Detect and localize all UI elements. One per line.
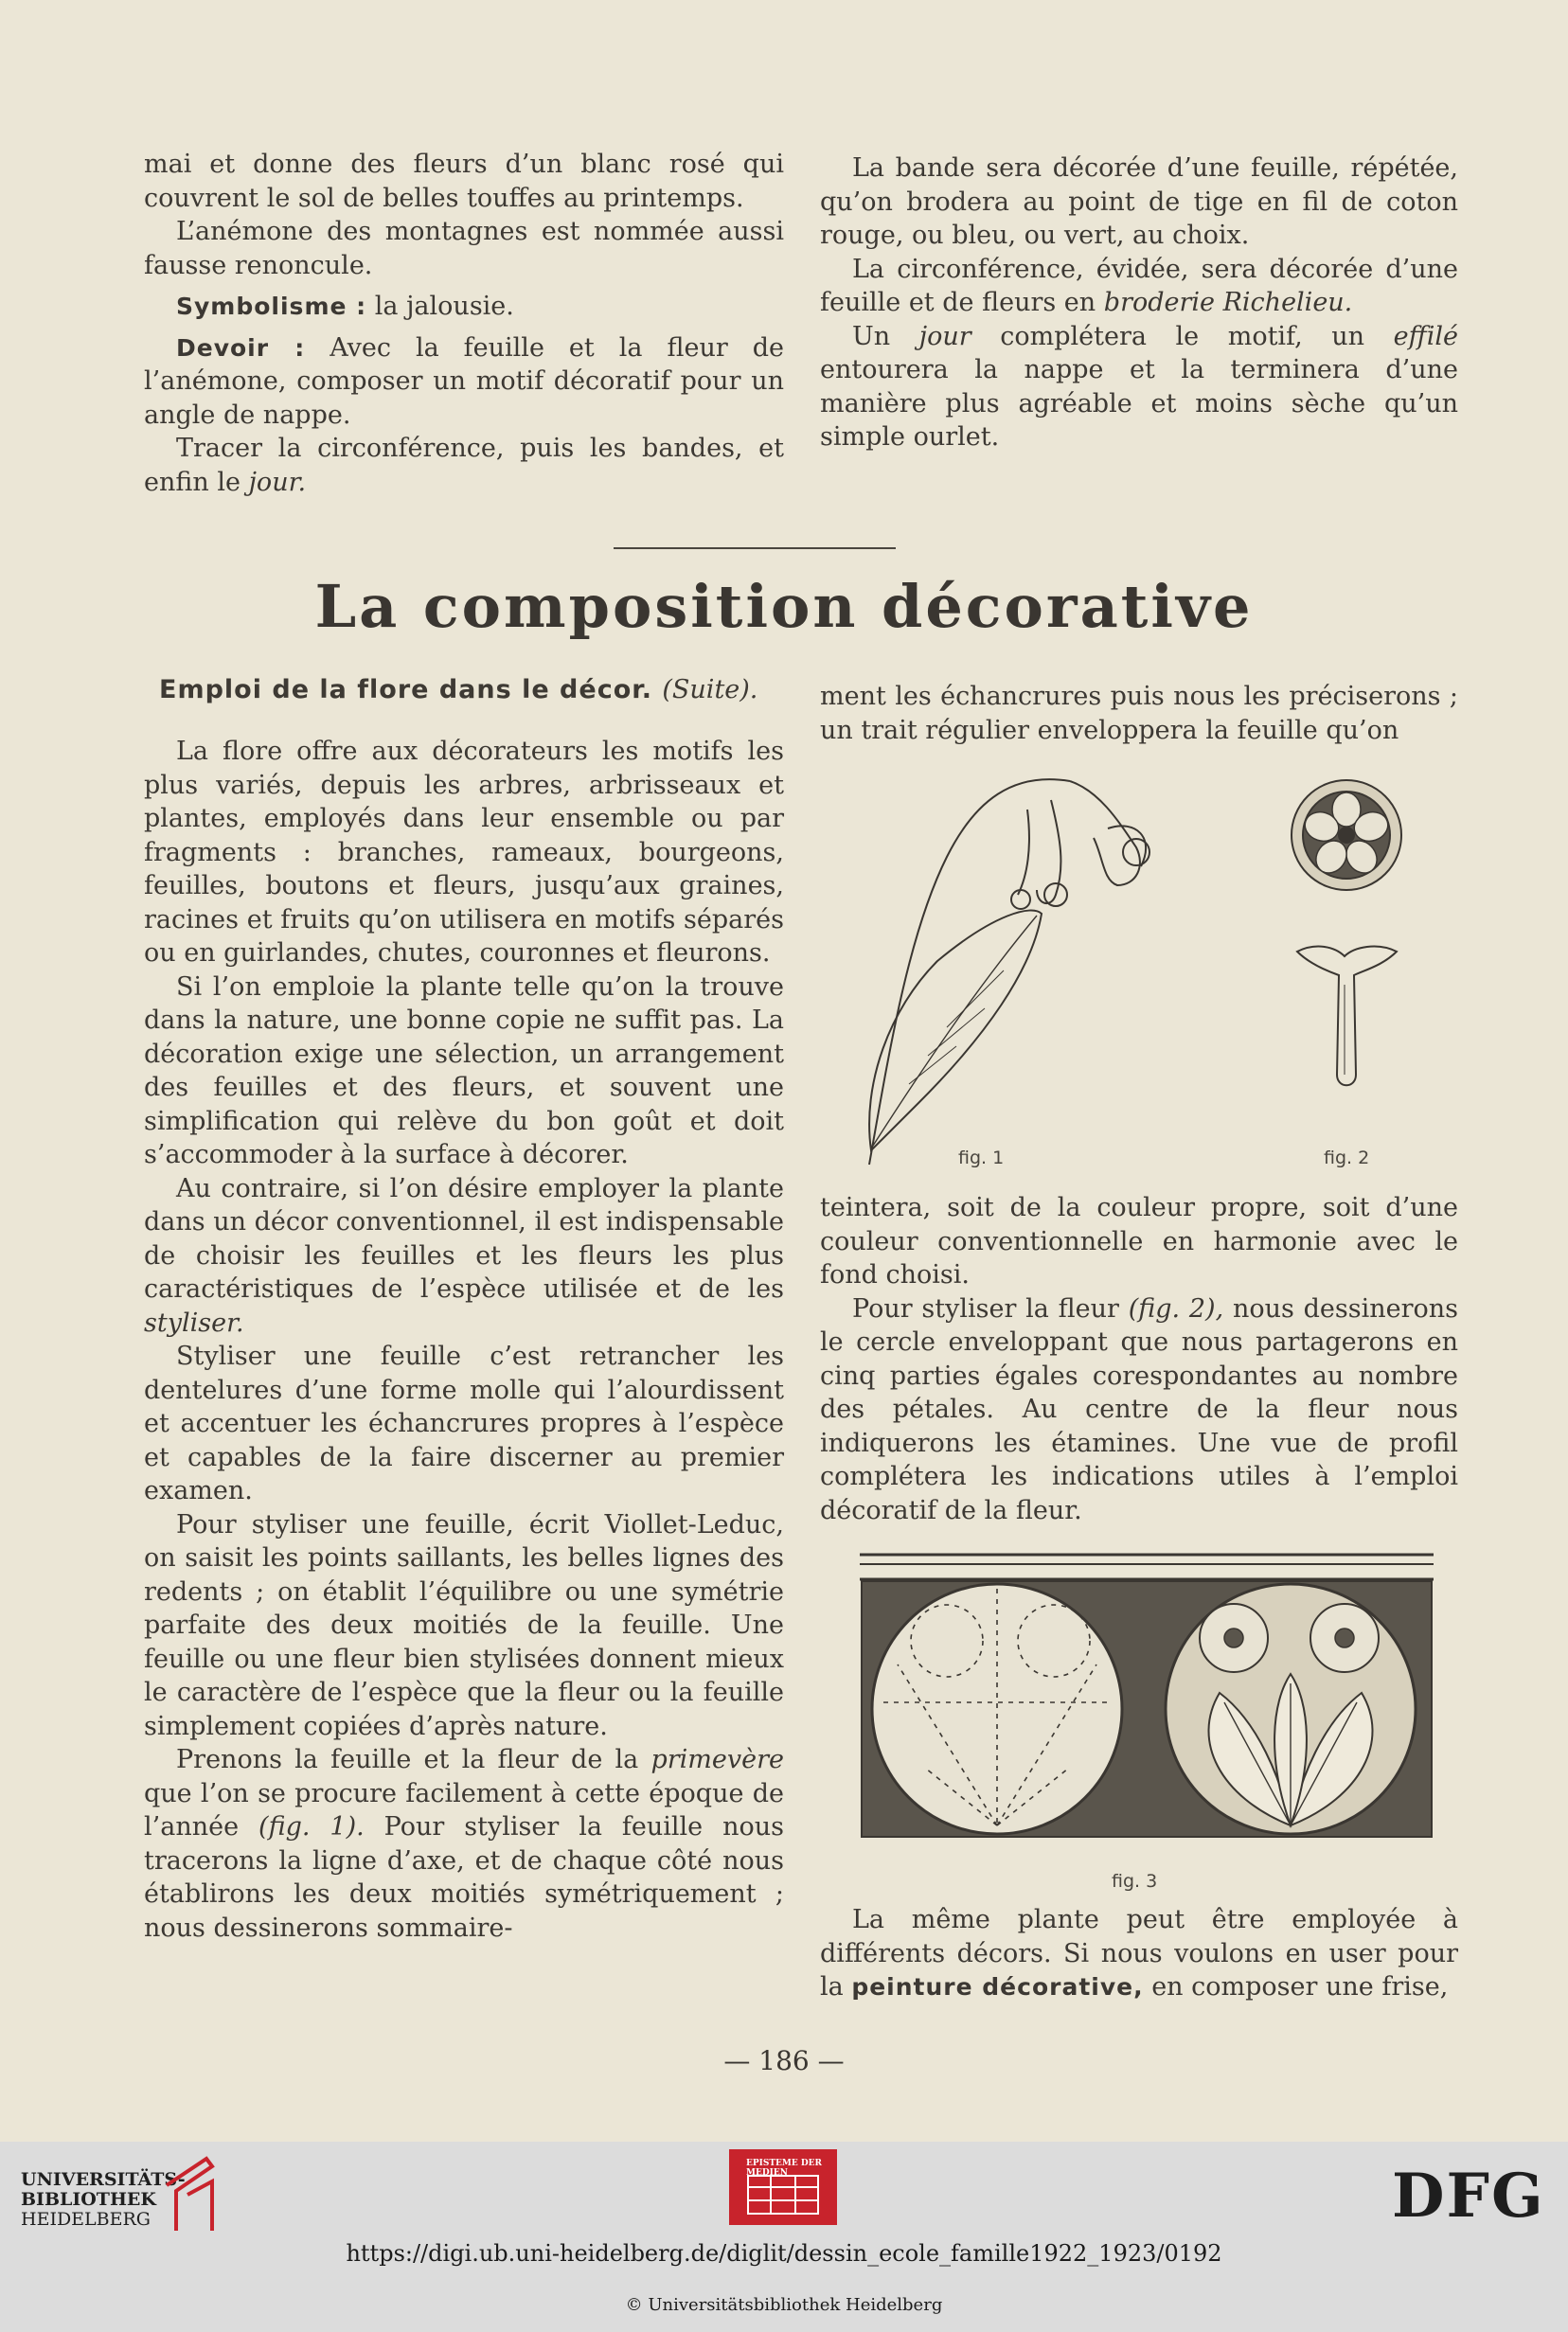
copyright-notice: © Universitätsbibliothek Heidelberg (625, 2295, 943, 2315)
main-right-column-bottom (820, 1903, 1458, 2004)
paragraph: Styliser une feuille c’est retrancher les dentelures d’une forme molle qui l’alourdissent et accentuer les échancrures propres à l’espèce et capables de la faire discerner au premier examen. (144, 1342, 784, 1505)
library-name-line: BIBLIOTHEK (21, 2189, 156, 2210)
symbolisme-text: la jalousie. (374, 292, 514, 321)
symbolisme-label: Symbolisme : (176, 293, 367, 320)
episteme-pattern-icon (746, 2174, 820, 2216)
primrose-figure-illustration (852, 762, 1430, 1174)
text-segment: nous dessinerons le cercle enveloppant que nous partagerons en cinq parties égales corespondantes au nombre des pétales. Au centre de la fleur nous indiquerons les étamines. Une vue de profil complétera les indications utiles à l’emploi décoratif de la fleur. (820, 1293, 1459, 1525)
devoir-paragraph (144, 331, 784, 433)
paragraph (144, 1172, 784, 1341)
text-segment: Au contraire, si l’on désire employer la plante dans un décor conventionnel, il est indispensable de choisir les feuilles et les fleurs les plus caractéristiques de l’espèce utilisée et de les (144, 1173, 784, 1304)
paragraph: L’anémone des montagnes est nommée aussi fausse renoncule. (144, 217, 784, 280)
text-segment: La même plante peut être employée à différents décors. Si nous voulons en user pour la (820, 1905, 1458, 2002)
text-segment: Pour styliser la fleur (852, 1293, 1119, 1324)
paragraph: Pour styliser une feuille, écrit Viollet-Leduc, on saisit les points saillants, les belles lignes des redents ; on établit l’équilibre ou une symétrie parfaite des deux moitiés de la feuille. Une feuille ou une fleur bien stylisées donnent mieux le caractère de l’espèce que la fleur ou la feuille simplement copiées d’après nature. (144, 1509, 784, 1741)
text-segment: complétera le motif, un (1000, 321, 1365, 351)
text-segment: entourera la nappe et la terminera d’une manière plus agréable et moins sèche qu’un simple ourlet. (820, 355, 1458, 452)
main-right-column-top (820, 680, 1458, 747)
paragraph: teintera, soit de la couleur propre, soit d’une couleur conventionnelle en harmonie avec le fond choisi. (820, 1193, 1458, 1290)
paragraph: ment les échancrures puis nous les préciserons ; un trait régulier enveloppera la feuille qu’on (820, 682, 1458, 745)
text-segment-italic: jour. (248, 467, 307, 497)
section-subheading (159, 675, 757, 704)
subheading-text: Emploi de la flore dans le décor. (159, 675, 652, 704)
paragraph (820, 1292, 1458, 1528)
permalink-url[interactable]: https://digi.ub.uni-heidelberg.de/diglit/dessin_ecole_famille1922_1923/0192 (346, 2240, 1222, 2267)
figure-2-label: fig. 2 (1324, 1148, 1370, 1168)
page-title: La composition décorative (314, 572, 1254, 641)
text-segment: Prenons la feuille et la fleur de la (176, 1745, 639, 1774)
frieze-figure-illustration (860, 1551, 1434, 1839)
text-segment-italic: styliser. (144, 1308, 244, 1338)
paragraph: Si l’on emploie la plante telle qu’on la trouve dans la nature, une bonne copie ne suffit pas. La décoration exige une sélection, un arrangement des feuilles et des fleurs, et souvent une simplification qui relève du bon goût et doit s’accommoder à la surface à décorer. (144, 971, 784, 1169)
text-segment-italic: broderie Richelieu. (1103, 288, 1353, 317)
text-segment-italic: effilé (1393, 321, 1458, 351)
devoir-text: Avec la feuille et la fleur de l’anémone, composer un motif décoratif pour un angle de nappe. (144, 332, 785, 430)
symbolisme-paragraph (144, 290, 784, 324)
episteme-logo-text: EPISTEME DER MEDIEN (746, 2159, 822, 2178)
figure-3-label: fig. 3 (1112, 1871, 1158, 1892)
page-number: — 186 — (723, 2045, 845, 2076)
top-right-column (820, 151, 1458, 454)
paragraph (144, 1743, 784, 1945)
devoir-label: Devoir : (176, 333, 306, 362)
text-segment-italic: (fig. 2), (1128, 1293, 1224, 1324)
library-name-line: HEIDELBERG (21, 2209, 151, 2230)
section-divider (614, 547, 896, 549)
main-left-column (144, 735, 784, 1945)
text-segment: Pour styliser la feuille nous tracerons la ligne d’axe, et de chaque côté nous établirons les deux moitiés symétriquement ; nous dessinerons sommaire- (144, 1812, 784, 1943)
paragraph (820, 320, 1458, 454)
library-mark-icon (159, 2147, 218, 2234)
subheading-suite: (Suite). (662, 675, 758, 704)
episteme-logo[interactable] (729, 2149, 837, 2225)
paragraph: La bande sera décorée d’une feuille, répétée, qu’on brodera au point de tige en fil de coton rouge, ou bleu, ou vert, au choix. (820, 153, 1458, 250)
paragraph (820, 1903, 1458, 2004)
text-segment-bold: peinture décorative, (851, 1973, 1144, 2001)
paragraph (144, 432, 784, 499)
text-segment: en composer une frise, (1151, 1972, 1449, 2002)
text-segment: Un (852, 321, 891, 351)
text-segment: La circonférence, évidée, sera décorée d’une feuille et de fleurs en (820, 254, 1458, 317)
text-segment-italic: primevère (650, 1745, 784, 1774)
dfg-logo[interactable]: DFG (1392, 2161, 1545, 2232)
library-name-line: UNIVERSITÄTS- (21, 2169, 186, 2190)
main-right-column-middle (820, 1191, 1458, 1527)
paragraph: La flore offre aux décorateurs les motifs les plus variés, depuis les arbres, arbrisseaux et plantes, employés dans leur ensemble ou par fragments : branches, rameaux, bourgeons, feuilles, boutons et fleurs, jusqu’aux graines, racines et fruits qu’on utilisera en motifs séparés ou en guirlandes, chutes, couronnes et fleurons. (144, 737, 784, 968)
paragraph: mai et donne des fleurs d’un blanc rosé qui couvrent le sol de belles touffes au printemps. (144, 150, 784, 213)
text-segment: que l’on se procure facilement à cette époque de l’année (144, 1778, 784, 1842)
text-segment-italic: (fig. 1). (258, 1812, 365, 1842)
text-segment: Tracer la circonférence, puis les bandes, et enfin le (144, 434, 784, 497)
text-segment-italic: jour (918, 321, 971, 351)
paragraph (820, 253, 1458, 320)
figure-1-label: fig. 1 (958, 1148, 1005, 1168)
top-left-column (144, 148, 784, 499)
